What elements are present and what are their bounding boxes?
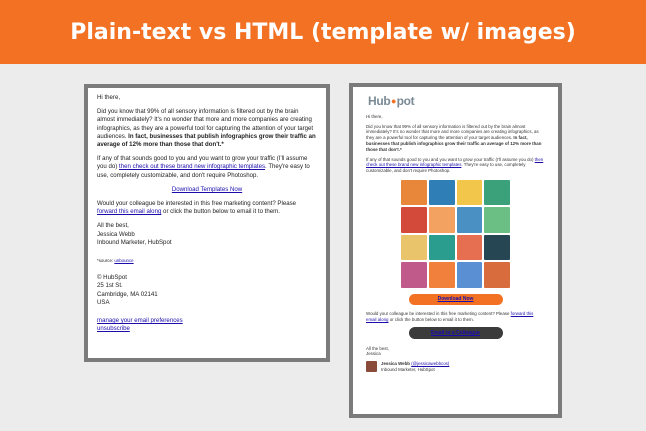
- paragraph-3-text: Would your colleague be interested in this free marketing content? Please: [366, 310, 511, 316]
- paragraph-3-text: Would your colleague be interested in this free marketing content? Please: [97, 200, 297, 208]
- forward-email-link[interactable]: forward this email along: [366, 310, 534, 322]
- sender-name: Jessica Webb: [381, 361, 410, 367]
- paragraph-1-bold: In fact, businesses that publish infographics grow their traffic an average of 12% more than those that don't.*: [366, 135, 542, 152]
- templates-link[interactable]: then check out these brand new infographic templates: [119, 163, 266, 171]
- address-line: USA: [97, 298, 110, 306]
- paragraph-1: [97, 108, 317, 149]
- manage-preferences-link[interactable]: manage your email preferences: [97, 317, 183, 325]
- address-block: [97, 274, 317, 307]
- infographic-preview-image[interactable]: [401, 180, 510, 288]
- infographic-thumbnail: [429, 207, 455, 233]
- banner-title: Plain-text vs HTML (template w/ images): [70, 19, 576, 45]
- email-colleague-button[interactable]: Email to a Colleague: [409, 327, 503, 339]
- infographic-thumbnail: [429, 262, 455, 288]
- paragraph-2-tail: . They're easy to use, completely customizable, and don't require Photoshop.: [366, 162, 526, 174]
- sender-title: Inbound Marketer, HubSpot: [381, 366, 435, 372]
- templates-link[interactable]: then check out these brand new infographic templates: [366, 156, 544, 168]
- infographic-thumbnail: [457, 207, 483, 233]
- signature-text: [381, 361, 449, 373]
- paragraph-1-bold: In fact, businesses that publish infographics grow their traffic an average of 12% more than those that don't.*: [97, 132, 316, 149]
- paragraph-3-tail: or click the button below to email it to them.: [388, 316, 474, 322]
- address-line: 25 1st St.: [97, 282, 123, 290]
- greeting: Hi there,: [97, 94, 121, 101]
- download-row: [97, 186, 317, 194]
- signoff-block: [366, 346, 545, 358]
- infographic-thumbnail: [484, 180, 510, 206]
- infographic-thumbnail: [401, 207, 427, 233]
- paragraph-2: [97, 155, 317, 180]
- avatar: [366, 361, 377, 372]
- signoff: All the best,: [97, 222, 129, 230]
- paragraph-2-text: If any of that sounds good to you and you want to grow your traffic (I'll assume you do): [97, 155, 308, 171]
- address-line: © HubSpot: [97, 274, 127, 282]
- paragraph-2-text: If any of that sounds good to you and you want to grow your traffic (I'll assume you do): [366, 156, 535, 162]
- download-templates-link[interactable]: Download Templates Now: [171, 185, 243, 193]
- sender-handle-link[interactable]: (@jessicawebbcos): [411, 361, 450, 367]
- footer-links: [97, 317, 317, 333]
- logo-text-2: pot: [396, 94, 415, 108]
- unsubscribe-link[interactable]: unsubscribe: [97, 325, 130, 333]
- infographic-thumbnail: [401, 180, 427, 206]
- forward-email-link[interactable]: forward this email along: [97, 208, 162, 216]
- address-line: Cambridge, MA 02141: [97, 290, 158, 298]
- paragraph-3-tail: or click the button below to email it to them.: [161, 208, 280, 216]
- infographic-thumbnail: [484, 262, 510, 288]
- infographic-thumbnail: [484, 235, 510, 261]
- paragraph-3: [366, 311, 545, 323]
- paragraph-1-text: Did you know that 99% of all sensory information is filtered out by the brain almost immediately? It's no wonder that more and more companies are creating infographics, as they are a powerful tool for capturing the attention of your target audiences.: [97, 108, 314, 140]
- download-now-button[interactable]: Download Now: [409, 294, 503, 305]
- signoff-name: Jessica: [366, 351, 381, 357]
- sender-name: Jessica Webb: [97, 230, 135, 238]
- plain-text-email-panel: [84, 84, 330, 362]
- infographic-thumbnail: [401, 235, 427, 261]
- signature: [366, 361, 545, 373]
- source-label: *source:: [97, 258, 115, 264]
- infographic-thumbnail: [401, 262, 427, 288]
- paragraph-3: [97, 200, 317, 216]
- paragraph-1: [366, 124, 545, 153]
- signoff: All the best,: [366, 345, 389, 351]
- source-link[interactable]: unbounce: [114, 258, 134, 264]
- logo-text-1: Hub: [368, 94, 391, 108]
- infographic-thumbnail: [457, 235, 483, 261]
- infographic-thumbnail: [457, 262, 483, 288]
- signature: [97, 222, 317, 247]
- html-email-panel: [349, 83, 562, 418]
- infographic-thumbnail: [457, 180, 483, 206]
- infographic-thumbnail: [484, 207, 510, 233]
- paragraph-2: [366, 157, 545, 174]
- sender-title: Inbound Marketer, HubSpot: [97, 238, 172, 246]
- greeting: Hi there,: [366, 113, 383, 119]
- sprocket-icon: ●: [390, 96, 397, 106]
- paragraph-2-tail: . They're easy to use, completely customizable, and don't require Photoshop.: [97, 163, 310, 179]
- banner: [0, 0, 646, 64]
- hubspot-logo: [368, 94, 545, 108]
- infographic-thumbnail: [429, 180, 455, 206]
- paragraph-1-text: Did you know that 99% of all sensory information is filtered out by the brain almost immediately? It's no wonder that more and more companies are creating infographics, as they are a powerful tool for capturing the attention of your target audiences.: [366, 123, 539, 141]
- source-note: [97, 257, 317, 265]
- infographic-thumbnail: [429, 235, 455, 261]
